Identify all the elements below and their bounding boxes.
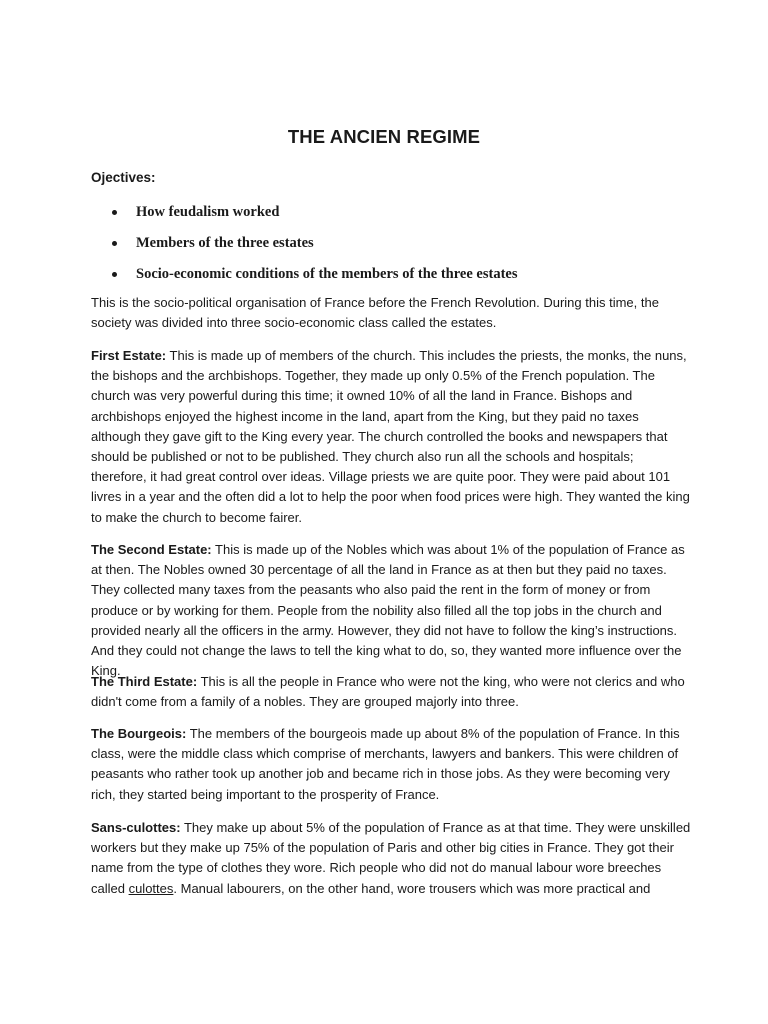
objective-item [91, 202, 517, 233]
objective-text: Socio-economic conditions of the members of the three estates [136, 266, 518, 282]
bullet-icon [112, 272, 117, 277]
objective-text: Members of the three estates [136, 235, 314, 251]
objective-item [91, 264, 517, 295]
third-estate-paragraph [91, 672, 691, 712]
second-estate-paragraph [91, 540, 691, 681]
sans-culottes-label: Sans-culottes: [91, 820, 181, 835]
third-estate-text: This is all the people in France who were not the king, who were not clerics and who didn't come from a family of a nobles. They are grouped majorly into three. [91, 674, 685, 710]
first-estate-label: First Estate: [91, 348, 167, 363]
bourgeois-label: The Bourgeois: [91, 726, 187, 741]
first-estate-text: This is made up of members of the church. This includes the priests, the monks, the nuns, the bishops and the archbishops. Together, they made up only 0.5% of the French population. The church was very powerful during this time; it owned 10% of all the land in France. Bishops and archbishops enjoyed the highest income in the land, apart from the King, but they paid no taxes although they gave gift to the King every year. The church controlled the books and newspapers that should be published or not to be published. They church also run all the schools and hospitals; therefore, it had great control over ideas. Village priests we are quite poor. They were paid about 101 livres in a year and the often did a lot to help the poor when food prices were high. They wanted the king to make the church to become fairer. [91, 348, 690, 525]
culottes-term: culottes [128, 880, 174, 896]
bourgeois-text: The members of the bourgeois made up about 8% of the population of France. In this class, were the middle class which comprise of merchants, lawyers and bankers. This were children of peasants who rather took up another job and became rich in those jobs. As they were becoming very rich, they started being important to the prosperity of France. [91, 726, 680, 802]
second-estate-label: The Second Estate: [91, 542, 212, 557]
page-title: THE ANCIEN REGIME [287, 126, 481, 147]
bullet-icon [112, 210, 117, 215]
sans-culottes-text-end: . Manual labourers, on the other hand, wore trousers which was more practical and [173, 880, 651, 896]
objectives-heading: Ojectives: [91, 170, 156, 185]
intro-paragraph: This is the socio-political organisation of France before the French Revolution. During this time, the society was divided into three socio-economic class called the estates. [91, 295, 659, 331]
bullet-icon [112, 241, 117, 246]
objective-item [91, 233, 517, 264]
bourgeois-paragraph [91, 724, 691, 805]
sans-culottes-text: They make up about 5% of the population of France as at that time. They were unskilled workers but they make up 75% of the population of Paris and other big cities in France. They got their name from the type of clothes they wore. Rich people who did not do manual labour wore breeches called [91, 820, 691, 896]
sans-culottes-paragraph [91, 818, 691, 899]
objectives-list [91, 202, 517, 295]
third-estate-label: The Third Estate: [91, 674, 198, 689]
first-estate-paragraph [91, 346, 691, 528]
objective-text: How feudalism worked [136, 204, 280, 220]
second-estate-text: This is made up of the Nobles which was about 1% of the population of France as at then. The Nobles owned 30 percentage of all the land in France as at then but they paid no taxes. They collected many taxes from the peasants who also paid the rent in the form of money or from produce or by working for them. People from the nobility also filled all the top jobs in the church and provided nearly all the officers in the army. However, they did not have to follow the king’s instructions. And they could not change the laws to tell the king what to do, so, they wanted more influence over the King. [91, 542, 685, 679]
